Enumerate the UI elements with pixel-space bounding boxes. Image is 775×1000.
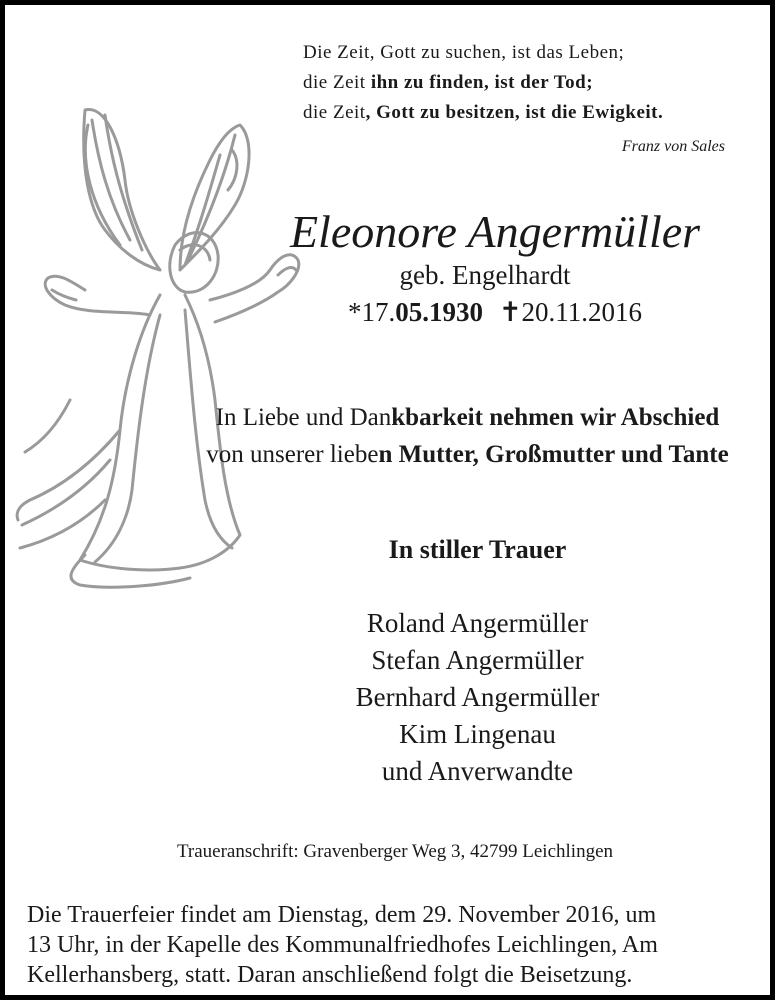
service-line: Die Trauerfeier findet am Dienstag, dem 29. November 2016, um — [27, 902, 657, 928]
quote-line: Die Zeit, Gott zu suchen, ist das Leben; — [303, 42, 625, 63]
family-member: Roland Angermüller — [366, 608, 589, 638]
birth-date: *17.05.1930 — [347, 297, 483, 327]
family-member: Stefan Angermüller — [371, 645, 584, 675]
service-line: 13 Uhr, in der Kapelle des Kommunalfriedhofes Leichlingen, Am — [27, 932, 658, 958]
service-line: Kellerhansberg, statt. Daran anschließend folgt die Beisetzung. — [27, 962, 633, 988]
farewell-text — [165, 399, 770, 473]
death-date: ✝20.11.2016 — [498, 297, 643, 327]
family-member: und Anverwandte — [381, 756, 574, 786]
deceased-birthname: geb. Engelhardt — [399, 260, 571, 290]
epigraph-quote — [303, 38, 763, 128]
family-member: Bernhard Angermüller — [355, 682, 600, 712]
funeral-service-text — [27, 900, 762, 990]
deceased-name: Eleonore Angermüller — [289, 206, 701, 257]
family-list — [255, 605, 700, 790]
family-member: Kim Lingenau — [399, 719, 556, 749]
quote-author: Franz von Sales — [621, 138, 725, 155]
life-dates — [285, 295, 705, 329]
farewell-line: von unserer lieben Mutter, Großmutter und Tante — [206, 441, 729, 468]
angel-sketch-icon — [10, 100, 310, 590]
quote-line: die Zeit ihn zu finden, ist der Tod; — [303, 72, 594, 93]
farewell-line: In Liebe und Dankbarkeit nehmen wir Abschied — [215, 404, 720, 431]
quote-line: die Zeit, Gott zu besitzen, ist die Ewigkeit. — [303, 102, 664, 123]
mourning-address: Traueranschrift: Gravenberger Weg 3, 42799 Leichlingen — [176, 841, 614, 862]
mourning-heading: In stiller Trauer — [388, 535, 567, 564]
